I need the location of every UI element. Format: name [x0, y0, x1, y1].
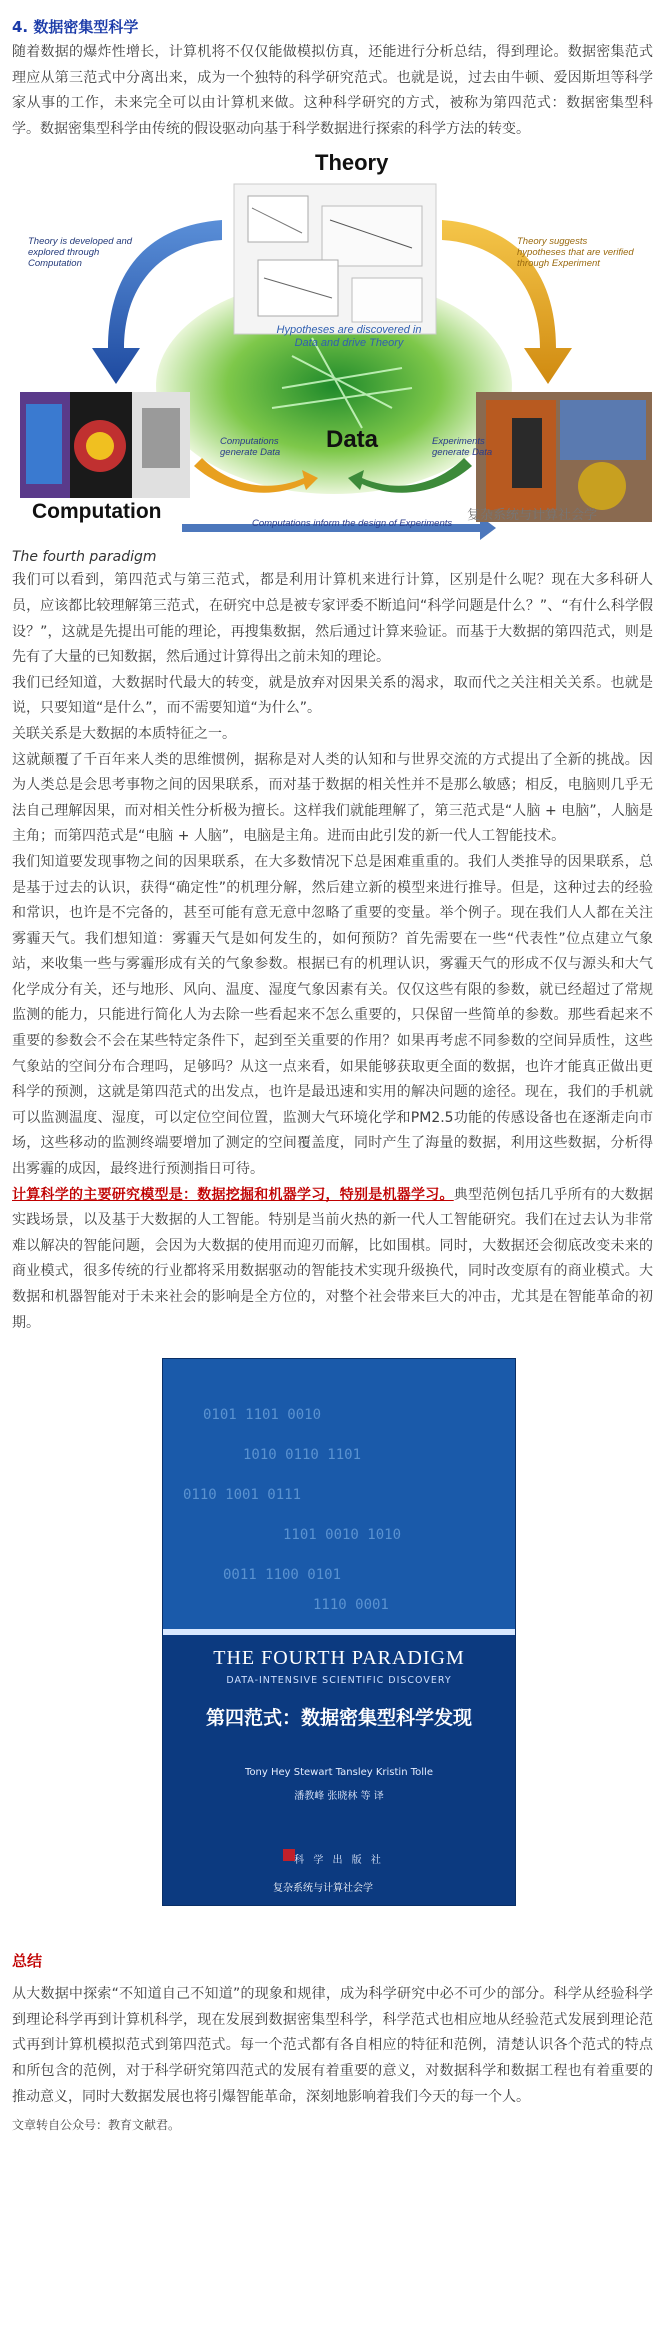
computations-inform-note: Computations inform the design of Experiments	[252, 518, 453, 530]
svg-text:1101 0010 1010: 1101 0010 1010	[283, 1527, 402, 1544]
book-cover-art	[163, 1359, 516, 1906]
svg-text:0110 1001 0111: 0110 1001 0111	[183, 1487, 302, 1504]
book-translators: 潘教峰 张晓林 等 译	[294, 1791, 384, 1803]
fourth-paradigm-diagram	[12, 148, 653, 540]
theory-experiment-note: Theory suggests hypotheses that are verified through Experiment	[517, 236, 634, 270]
book-publisher: 科 学 出 版 社	[294, 1855, 384, 1867]
theory-computation-note: Theory is developed and explored through Computation	[28, 236, 133, 270]
summary-title: 总结	[12, 1952, 43, 1971]
computations-generate-note: Computations generate Data	[220, 436, 281, 459]
book-watermark: 复杂系统与计算社会学	[273, 1883, 373, 1895]
book-authors: Tony Hey Stewart Tansley Kristin Tolle	[245, 1767, 433, 1779]
section-title: 4. 数据密集型科学	[12, 18, 139, 36]
computation-label: Computation	[32, 500, 162, 524]
book-cover	[162, 1358, 516, 1906]
book-title: THE FOURTH PARADIGM	[213, 1647, 465, 1670]
intro-paragraph: 随着数据的爆炸性增长，计算机将不仅仅能做模拟仿真，还能进行分析总结，得到理论。数据密集范式理应从第三范式中分离出来，成为一个独特的科学研究范式。也就是说，过去由牛顿、爱因斯坦等科学家从事的工作，未来完全可以由计算机来做。这种科学研究的方式，被称为第四范式：数据密集型科学。数据密集型科学由传统的假设驱动向基于科学数据进行探索的科学方法的转变。	[12, 44, 653, 137]
svg-text:0011 1100 0101: 0011 1100 0101	[223, 1567, 342, 1584]
svg-text:1110 0001: 1110 0001	[313, 1597, 389, 1614]
paragraph-3: 我们已经知道，大数据时代最大的转变，就是放弃对因果关系的渴求，取而代之关注相关关系。也就是说，只要知道“是什么”，而不需要知道“为什么”。	[12, 674, 653, 717]
svg-text:0101 1101 0010: 0101 1101 0010	[203, 1407, 322, 1424]
source-note: 文章转自公众号：教育文献君。	[12, 2118, 181, 2133]
paragraph-7-rest: 典型范例包括几乎所有的大数据实践场景，以及基于大数据的人工智能。特别是当前火热的新一代人工智能研究。我们在过去认为非常难以解决的智能问题，会因为大数据的使用而迎刃而解，比如围棋。同时，大数据还会彻底改变未来的商业模式，很多传统的行业都将采用数据驱动的智能技术实现升级换代，同时改变原有的商业模式。大数据和机器智能对于未来社会的影响是全方位的，对整个社会带来巨大的冲击，尤其是在智能革命的初期。	[12, 1186, 653, 1331]
conclusion-paragraph: 从大数据中探索“不知道自己不知道”的现象和规律，成为科学研究中必不可少的部分。科学从经验科学到理论科学再到计算机科学，现在发展到数据密集型科学，科学范式也相应地从经验范式发展到理论范式再到计算机模拟范式到第四范式。每一个范式都有各自相应的特征和范例，清楚认识各个范式的特点和所包含的范例，对于科学研究第四范式的发展有着重要的意义，对数据科学和数据工程也有着重要的推动意义，同时大数据发展也将引爆智能革命，深刻地影响着我们今天的每一个人。	[12, 1986, 653, 2105]
paragraph-2: 我们可以看到，第四范式与第三范式，都是利用计算机来进行计算，区别是什么呢？现在大多科研人员，应该都比较理解第三范式，在研究中总是被专家评委不断追问“科学问题是什么？”、“有什么科学假设？”，这就是先提出可能的理论，再搜集数据，然后通过计算来验证。而基于大数据的第四范式，则是先有了大量的已知数据，然后通过计算得出之前未知的理论。	[12, 572, 653, 666]
paragraph-7	[12, 1183, 653, 1337]
figure-caption: The fourth paradigm	[12, 549, 157, 566]
data-label: Data	[326, 426, 379, 454]
book-subtitle: DATA-INTENSIVE SCIENTIFIC DISCOVERY	[226, 1675, 452, 1687]
highlighted-sentence: 计算科学的主要研究模型是：数据挖掘和机器学习，特别是机器学习。	[12, 1186, 454, 1203]
book-cover-figure	[12, 1358, 653, 1918]
book-title-cn: 第四范式：数据密集型科学发现	[205, 1707, 472, 1730]
experiments-generate-note: Experiments generate Data	[432, 436, 493, 459]
paragraph-4: 关联关系是大数据的本质特征之一。	[12, 725, 236, 742]
paragraph-6: 我们知道要发现事物之间的因果联系，在大多数情况下总是困难重重的。我们人类推导的因果联系，总是基于过去的认识，获得“确定性”的机理分解，然后建立新的模型来进行推导。但是，这种过去的经验和常识，也许是不完备的，甚至可能有意无意中忽略了重要的变量。举个例子。现在我们人人都在关注雾霾天气。我们想知道：雾霾天气是如何发生的，如何预防？首先需要在一些“代表性”位点建立气象站，来收集一些与雾霾形成有关的气象参数。根据已有的机理认识，雾霾天气的形成不仅与源头和大气化学成分有关，还与地形、风向、温度、湿度气象因素有关。仅仅这些有限的参数，就已经超过了常规监测的能力，只能进行简化人为去除一些看起来不怎么重要的，只保留一些简单的参数。那些看起来不重要的参数会不会在某些特定条件下，起到至关重要的作用？如果再考虑不同参数的空间异质性，这些气象站的空间分布合理吗，足够吗？从这一点来看，如果能够获取更全面的数据，也许才能真正做出更科学的预测，这就是第四范式的出发点，也许是最迅速和实用的解决问题的途径。现在，我们的手机就可以监测温度、湿度，可以定位空间位置，监测大气环境化学和PM2.5功能的传感设备也在逐渐走向市场，这些移动的监测终端要增加了测定的空间覆盖度，同时产生了海量的数据，利用这些数据，分析得出雾霾的成因，最终进行预测指日可待。	[12, 853, 653, 1178]
svg-text:1010 0110 1101: 1010 0110 1101	[243, 1447, 362, 1464]
paragraph-5: 这就颠覆了千百年来人类的思维惯例，据称是对人类的认知和与世界交流的方式提出了全新的挑战。因为人类总是会思考事物之间的因果联系，而对基于数据的相关性并不是那么敏感；相反，电脑则几乎无法自己理解因果，而对相关性分析极为擅长。这样我们就能理解了，第三范式是“人脑 + 电脑”，人脑是主角；而第四范式是“电脑 + 人脑”，电脑是主角。进而由此引发的新一代人工智能技术。	[12, 751, 653, 845]
diagram-watermark: 复杂系统与计算社会学	[467, 508, 598, 524]
hypotheses-note: Hypotheses are discovered in Data and drive Theory	[276, 324, 422, 350]
theory-label: Theory	[315, 150, 389, 176]
